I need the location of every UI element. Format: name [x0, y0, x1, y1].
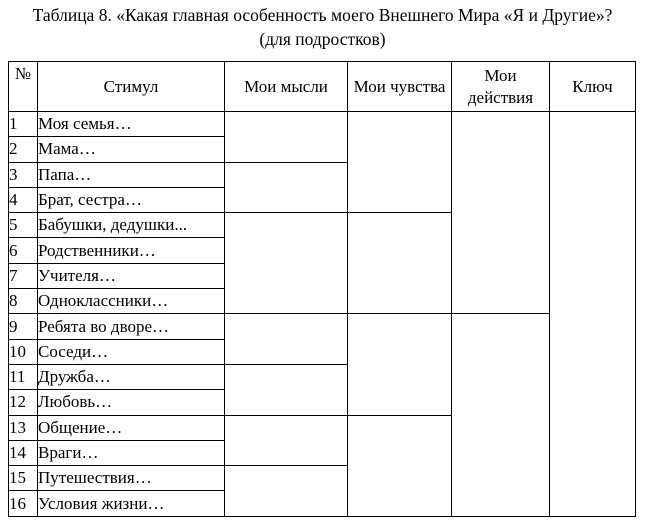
table-caption: [0, 0, 645, 51]
header-feelings: Мои чувства: [348, 62, 452, 112]
row-stimulus: Условия жизни…: [38, 491, 225, 516]
feelings-cell[interactable]: [348, 112, 452, 213]
row-number: 12: [9, 390, 38, 415]
row-stimulus: Общение…: [38, 415, 225, 440]
row-stimulus: Ребята во дворе…: [38, 314, 225, 339]
row-number: 6: [9, 238, 38, 263]
row-stimulus: Дружба…: [38, 364, 225, 389]
row-number: 16: [9, 491, 38, 516]
header-num: №: [9, 62, 38, 112]
table-row: [9, 112, 636, 137]
row-stimulus: Враги…: [38, 440, 225, 465]
row-number: 3: [9, 162, 38, 187]
row-stimulus: Моя семья…: [38, 112, 225, 137]
thoughts-cell[interactable]: [225, 162, 348, 213]
row-stimulus: Родственники…: [38, 238, 225, 263]
header-row: [9, 62, 636, 112]
row-stimulus: Бабушки, дедушки...: [38, 213, 225, 238]
feelings-cell[interactable]: [348, 415, 452, 516]
row-stimulus: Папа…: [38, 162, 225, 187]
row-number: 8: [9, 289, 38, 314]
thoughts-cell[interactable]: [225, 112, 348, 163]
stimulus-table: [8, 61, 636, 517]
row-stimulus: Одноклассники…: [38, 289, 225, 314]
thoughts-cell[interactable]: [225, 466, 348, 517]
header-key: Ключ: [550, 62, 636, 112]
key-cell[interactable]: [550, 112, 636, 517]
thoughts-cell[interactable]: [225, 364, 348, 415]
row-stimulus: Мама…: [38, 137, 225, 162]
header-stimulus: Стимул: [38, 62, 225, 112]
row-number: 5: [9, 213, 38, 238]
header-actions: Мои действия: [452, 62, 550, 112]
row-stimulus: Любовь…: [38, 390, 225, 415]
actions-cell[interactable]: [452, 112, 550, 314]
row-stimulus: Брат, сестра…: [38, 187, 225, 212]
row-number: 9: [9, 314, 38, 339]
row-stimulus: Учителя…: [38, 263, 225, 288]
row-number: 11: [9, 364, 38, 389]
table-row: [9, 314, 636, 339]
row-number: 10: [9, 339, 38, 364]
thoughts-cell[interactable]: [225, 213, 348, 314]
actions-cell[interactable]: [452, 314, 550, 516]
feelings-cell[interactable]: [348, 213, 452, 314]
header-thoughts: Мои мысли: [225, 62, 348, 112]
row-number: 14: [9, 440, 38, 465]
row-stimulus: Соседи…: [38, 339, 225, 364]
row-number: 15: [9, 466, 38, 491]
thoughts-cell[interactable]: [225, 314, 348, 365]
row-number: 1: [9, 112, 38, 137]
row-number: 7: [9, 263, 38, 288]
row-stimulus: Путешествия…: [38, 466, 225, 491]
table-title: Таблица 8. «Какая главная особенность моего Внешнего Мира «Я и Другие»?: [32, 5, 613, 25]
row-number: 2: [9, 137, 38, 162]
thoughts-cell[interactable]: [225, 415, 348, 466]
feelings-cell[interactable]: [348, 314, 452, 415]
table-subtitle: (для подростков): [259, 29, 386, 49]
row-number: 13: [9, 415, 38, 440]
row-number: 4: [9, 187, 38, 212]
